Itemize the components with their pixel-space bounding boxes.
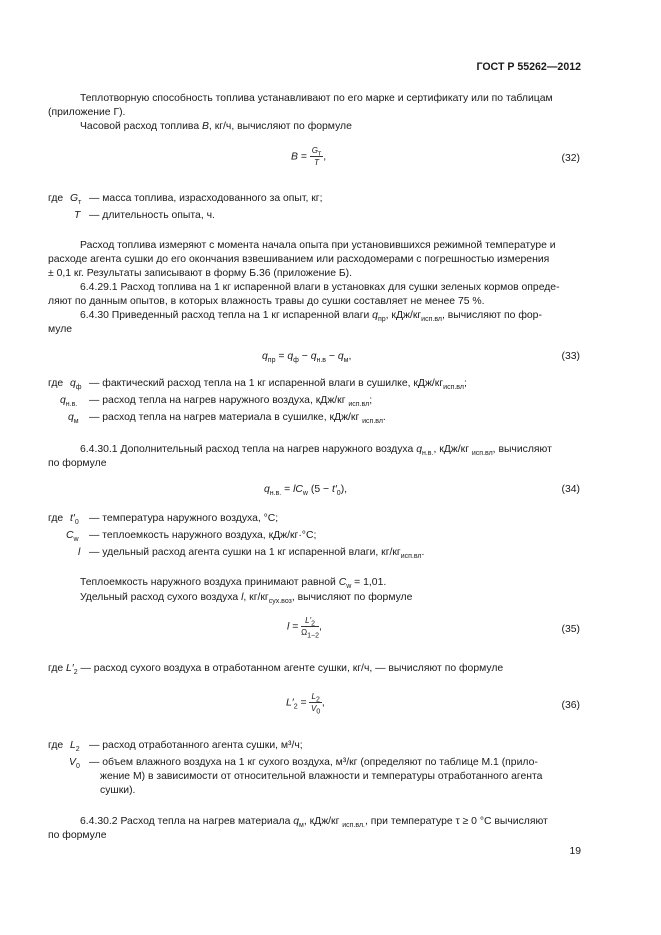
- definition: — длительность опыта, ч.: [89, 210, 215, 221]
- formula-number: (32): [561, 153, 580, 164]
- formula-number: (36): [561, 700, 580, 711]
- paragraph-line: 6.4.30.2 Расход тепла на нагрев материала $q_м$, кДж/кг $_{исп.вл.}$, при температуре τ ≥ 0 °С вычисляют: [80, 816, 548, 830]
- formula-number: (35): [561, 624, 580, 635]
- paragraph-line: 6.4.29.1 Расход топлива на 1 кг испаренной влаги в установках для сушки зеленых кормов опреде-: [80, 282, 560, 293]
- paragraph-line: по формуле: [48, 458, 107, 469]
- formula-34: $q_{н.в.} = lC_w$ $(5 - t'_0)$,: [264, 484, 348, 498]
- paragraph-line: 6.4.30.1 Дополнительный расход тепла на нагрев наружного воздуха $q_{н.в.}$, кДж/кг $_{исп.вл}$, вычисляют: [80, 444, 552, 458]
- formula-36: $L'_2$ = $\frac{L_2}{V_0}$ ,: [286, 692, 325, 716]
- definition: — фактический расход тепла на 1 кг испаренной влаги в сушилке, кДж/$кг_{исп.вл}$;: [89, 378, 467, 392]
- paragraph-line: Часовой расход топлива B, кг/ч, вычисляют по формуле: [80, 121, 352, 132]
- definition: — теплоемкость наружного воздуха, кДж/кг·°С;: [89, 530, 317, 541]
- formula-number: (34): [561, 484, 580, 495]
- paragraph-line: (приложение Г).: [48, 107, 126, 118]
- paragraph-line: 6.4.30 Приведенный расход тепла на 1 кг испаренной влаги $q_{пр}$, кДж/$кг_{исп.вл}$, вычисляют по фор-: [80, 310, 542, 324]
- symbol: $q_ф$: [70, 378, 82, 392]
- paragraph-line: по формуле: [48, 830, 107, 841]
- symbol: $t'_0$: [70, 513, 79, 527]
- where-label: где: [48, 740, 64, 751]
- symbol: T: [74, 210, 81, 221]
- paragraph-line: расходе агента сушки до его окончания взвешиванием или расходомерами с погрешностью измерения: [48, 254, 550, 265]
- paragraph-line: ± 0,1 кг. Результаты записывают в форму Б.36 (приложение Б).: [48, 268, 353, 279]
- paragraph-line: муле: [48, 324, 73, 335]
- symbol: $L_2$: [70, 740, 80, 754]
- symbol: $C_w$: [66, 530, 79, 544]
- definition: — масса топлива, израсходованного за опыт, кг;: [89, 193, 323, 204]
- standard-header: ГОСТ Р 55262—2012: [476, 61, 581, 73]
- formula-32: B = $\frac{G_т}{T}$ ,: [291, 146, 327, 167]
- page-number: 19: [569, 846, 581, 857]
- formula-33: $q_{пр} = q_ф - q_{н.в} - q_м$,: [262, 351, 352, 365]
- definition: — расход тепла на нагрев материала в сушилке, кДж/кг $_{исп.вл}$.: [89, 412, 386, 426]
- paragraph-line: Удельный расход сухого воздуха l, $кг/кг_{сух.воз}$, вычисляют по формуле: [80, 592, 413, 606]
- definition: сушки).: [100, 785, 136, 796]
- definition: — расход отработанного агента сушки, м³/ч;: [89, 740, 303, 751]
- definition: — объем влажного воздуха на 1 кг сухого воздуха, м³/кг (определяют по таблице М.1 (прило-: [89, 757, 538, 768]
- where-label: где: [48, 193, 64, 204]
- paragraph-line: ляют по данным опытов, в которых влажность травы до сушки составляет не менее 75 %.: [48, 296, 485, 307]
- formula-35: l = $\frac{L'_2}{\Omega_{1-2}}$ ,: [287, 616, 322, 640]
- paragraph-line: Расход топлива измеряют с момента начала опыта при установившихся режимной температуре и: [80, 240, 556, 251]
- symbol: $q_{н.в.}$: [60, 395, 78, 409]
- definition: — температура наружного воздуха, °С;: [89, 513, 279, 524]
- where-label: где: [48, 378, 64, 389]
- where-label: где: [48, 663, 64, 674]
- definition: — удельный расход агента сушки на 1 кг испаренной влаги, $кг/кг_{исп.вл}$.: [89, 547, 425, 561]
- symbol: $G_т$: [70, 193, 82, 207]
- definition: жение М) в зависимости от относительной влажности и температуры отработанного агента: [100, 771, 543, 782]
- paragraph-line: Теплоемкость наружного воздуха принимают равной $C_w = 1,01$.: [80, 577, 387, 591]
- symbol: $q_м$: [68, 412, 79, 426]
- definition: $L'_2$ — расход сухого воздуха в отработанном агенте сушки, кг/ч, — вычисляют по формуле: [66, 663, 504, 677]
- definition: — расход тепла на нагрев наружного воздуха, кДж/кг $_{исп.вл}$;: [89, 395, 373, 409]
- paragraph-line: Теплотворную способность топлива устанавливают по его марке и сертификату или по таблицам: [80, 93, 553, 104]
- where-label: где: [48, 513, 64, 524]
- formula-number: (33): [561, 351, 580, 362]
- symbol: $V_0$: [69, 757, 80, 771]
- symbol: l: [78, 547, 81, 558]
